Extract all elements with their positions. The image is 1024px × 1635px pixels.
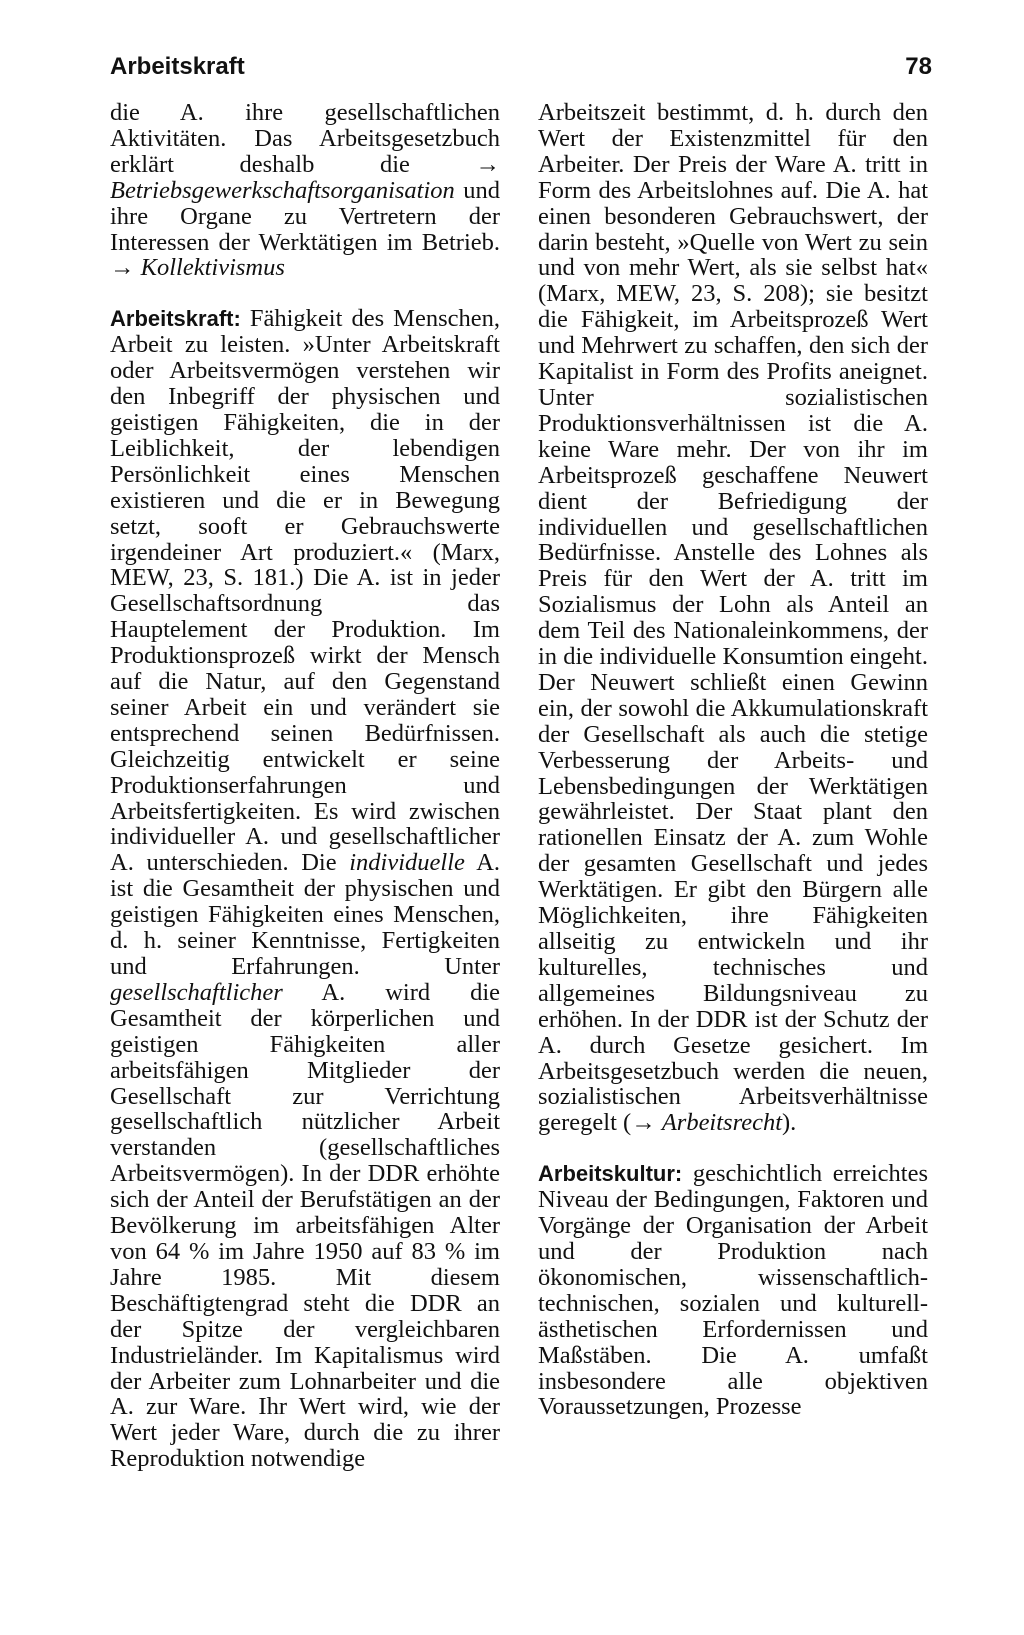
arrow-icon: → xyxy=(631,1109,662,1137)
paragraph-continued xyxy=(538,100,928,1136)
text: ). xyxy=(782,1109,797,1137)
arrow-icon: → xyxy=(110,254,141,282)
text: und ihre Organe zu Vertretern der Interessen der Werktätigen im Betrieb. xyxy=(110,176,500,256)
emphasis: individuelle xyxy=(349,849,465,877)
text: A. ist die Gesamtheit der physischen und geistigen Fähigkeiten eines Menschen, d. h. seiner Kenntnisse, Fertigkeiten und Erfahrungen. Unter xyxy=(110,849,501,980)
text: geschichtlich erreichtes Niveau der Bedingungen, Faktoren und Vorgänge der Organisation der Arbeit und der Produktion nach ökonomischen, wissenschaftlich-technischen, sozialen und kulturell-ästhetischen Erfordernissen und Maßstäben. Die A. umfaßt insbesondere alle objektiven Voraussetzungen, Prozesse xyxy=(538,1160,928,1421)
text: die A. ihre gesellschaftlichen Aktivitäten. Das Arbeitsgesetzbuch erklärt deshalb die xyxy=(110,99,500,178)
text: A. wird die Gesamtheit der körperlichen und geistigen Fähigkeiten aller arbeitsfähigen Mitglieder der Gesellschaft zur Verrichtung gesellschaftlich nützlicher Arbeit verstanden (gesellschaftliches Arbeitsvermögen). In der DDR erhöhte sich der Anteil der Berufstätigen an der Bevölkerung im arbeitsfähigen Alter von 64 % im Jahre 1950 auf 83 % im Jahre 1985. Mit diesem Beschäftigtengrad steht die DDR an der Spitze der vergleichbaren Industrieländer. Im Kapitalismus wird der Arbeiter zum Lohnarbeiter und die A. zur Ware. Ihr Wert wird, wie der Wert jeder Ware, durch die zu ihrer Reproduktion notwendige xyxy=(110,978,500,1473)
right-column xyxy=(538,100,928,1420)
entry-arbeitskultur xyxy=(538,1161,928,1420)
text: Fähigkeit des Menschen, Arbeit zu leisten. »Unter Arbeitskraft oder Arbeitsvermögen verstehen wir den Inbegriff der physischen und geistigen Fähigkeiten, die in der Leiblichkeit, der lebendigen Persönlichkeit eines Menschen existieren und die er in Bewegung setzt, sooft er Gebrauchswerte irgendeiner Art produziert.« (Marx, MEW, 23, S. 181.) Die A. ist in jeder Gesellschaftsordnung das Hauptelement der Produktion. Im Produktionsprozeß wirkt der Mensch auf die Natur, auf den Gegenstand seiner Arbeit ein und verändert sie entsprechend seinen Bedürfnissen. Gleichzeitig entwickelt er seine Produktionserfahrungen und Arbeitsfertigkeiten. Es wird zwischen individueller A. und gesellschaftlicher A. unterschieden. Die xyxy=(110,305,500,877)
text: Arbeitszeit bestimmt, d. h. durch den Wert der Existenzmittel für den Arbeiter. Der Preis der Ware A. tritt in Form des Arbeitslohnes auf. Die A. hat einen besonderen Gebrauchswert, der darin besteht, »Quelle von Wert zu sein und von mehr Wert, als sie selbst hat« (Marx, MEW, 23, S. 208); sie besitzt die Fähigkeit, im Arbeitsprozeß Wert und Mehrwert zu schaffen, den sich der Kapitalist in Form des Profits aneignet. Unter sozialistischen Produktionsverhältnissen ist die A. keine Ware mehr. Der von ihr im Arbeitsprozeß geschaffene Neuwert dient der Befriedigung der individuellen und gesellschaftlichen Bedürfnisse. Anstelle des Lohnes als Preis für den Wert der A. tritt im Sozialismus der Lohn als Anteil an dem Teil des Nationaleinkommens, der in die individuelle Konsumtion eingeht. Der Neuwert schließt einen Gewinn ein, der sowohl die Akkumulationskraft der Gesellschaft als auch die stetige Verbesserung der Arbeits- und Lebensbedingungen der Werktätigen gewährleistet. Der Staat plant den rationellen Einsatz der A. zum Wohle der gesamten Gesellschaft und jedes Werktätigen. Er gibt den Bürgern alle Möglichkeiten, ihre Fähigkeiten allseitig zu entwickeln und ihr kulturelles, technisches und allgemeines Bildungsniveau zu erhöhen. In der DDR ist der Schutz der A. durch Gesetze gesichert. Im Arbeitsgesetzbuch werden die neuen, sozialistischen Arbeitsverhältnisse geregelt ( xyxy=(538,99,928,1137)
page-number: 78 xyxy=(905,53,932,80)
arrow-icon: → xyxy=(475,150,500,178)
paragraph-continued xyxy=(110,100,500,281)
entry-term: Arbeitskraft: xyxy=(110,306,241,332)
entry-term: Arbeitskultur: xyxy=(538,1161,683,1187)
cross-reference: Betriebsgewerkschaftsorganisation xyxy=(110,176,455,204)
cross-reference: Arbeitsrecht xyxy=(661,1109,783,1137)
running-head: Arbeitskraft xyxy=(110,53,245,80)
cross-reference: Kollektivismus xyxy=(140,254,285,282)
entry-arbeitskraft xyxy=(110,306,500,1472)
left-column xyxy=(110,100,500,1472)
emphasis: gesellschaftlicher xyxy=(110,978,283,1006)
